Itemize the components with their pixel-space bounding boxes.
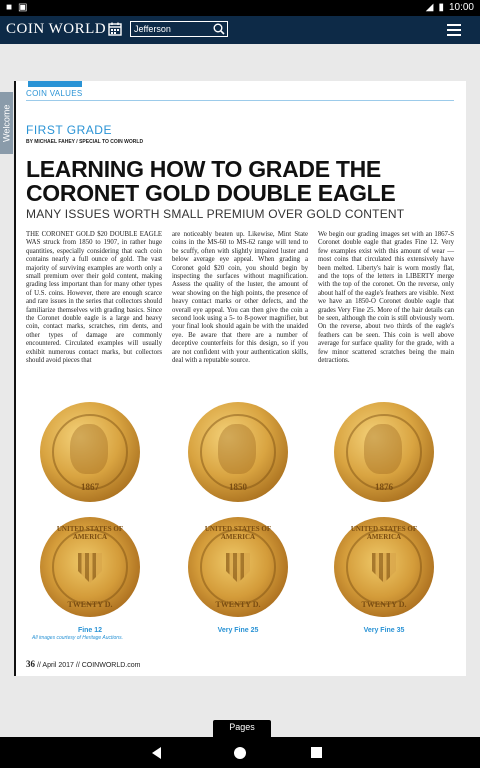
page-number: 36	[26, 659, 35, 669]
clock: 10:00	[448, 2, 474, 13]
footer-separator: //	[36, 662, 43, 669]
coin-year: 1867	[81, 482, 99, 492]
coin-reverse-1	[40, 517, 140, 617]
coin-denomination: TWENTY D.	[215, 600, 261, 609]
footer-separator: //	[75, 662, 82, 669]
byline: BY MICHAEL FAHEY / SPECIAL TO COIN WORLD	[26, 139, 144, 145]
coin-year: 1850	[229, 482, 247, 492]
navigation-bar	[0, 737, 480, 768]
coin-legend: UNITED STATES OF AMERICA	[204, 525, 272, 541]
article-column-2	[172, 231, 308, 366]
welcome-tab[interactable]: Welcome	[0, 92, 13, 154]
coin-reverse-2	[188, 517, 288, 617]
status-bar	[0, 0, 480, 16]
subhead: MANY ISSUES WORTH SMALL PREMIUM OVER GOLD CONTENT	[26, 207, 405, 221]
coin-legend: UNITED STATES OF AMERICA	[350, 525, 418, 541]
article-body	[26, 231, 454, 366]
coin-legend: UNITED STATES OF AMERICA	[56, 525, 124, 541]
page-edge	[14, 81, 16, 676]
battery-icon: ▮	[438, 2, 444, 13]
article-column-3	[318, 231, 454, 366]
hamburger-menu-icon[interactable]	[447, 24, 461, 36]
article-column-1	[26, 231, 162, 366]
system-icons	[426, 2, 474, 13]
home-icon[interactable]	[234, 747, 246, 759]
coin-reverse-3	[334, 517, 434, 617]
app-bar	[0, 16, 480, 44]
category-label: COIN VALUES	[26, 89, 83, 98]
search-icon[interactable]	[213, 23, 225, 35]
section-title: FIRST GRADE	[26, 123, 112, 137]
grade-label-2: Very Fine 25	[217, 627, 259, 634]
page-footer	[26, 659, 140, 669]
coin-obverse-1	[40, 402, 140, 502]
coin-denomination: TWENTY D.	[67, 600, 113, 609]
coin-year: 1876	[375, 482, 393, 492]
magazine-page	[14, 81, 466, 676]
grade-label-1: Fine 12	[77, 627, 103, 634]
coin-obverse-3	[334, 402, 434, 502]
pages-tab[interactable]: Pages	[213, 720, 271, 737]
category-bar	[28, 81, 82, 87]
app-logo[interactable]: COIN WORLD	[6, 21, 107, 37]
coin-denomination: TWENTY D.	[361, 600, 407, 609]
back-icon[interactable]	[152, 747, 161, 759]
headline: LEARNING HOW TO GRADE THE CORONET GOLD DOUBLE EAGLE	[26, 156, 396, 206]
column-text: are noticeably beaten up. Likewise, Mint State coins in the MS-60 to MS-62 range will tend to be scuffy, often with slightly impaired luster and below average eye appeal. When grading a Coronet gold $20 coin, you should begin by inspecting the surfaces without magnification. Assess the quality of the luster, the amount of wear showing on the high points, the presence of heavy contact marks or other defects, and the overall eye appeal. You can then give the coin a second look using a 5- to 8-power magnifier, but your final look should again be with the unaided eye. Be aware that there are a number of deceptive counterfeits for this design, so if you are not confident with your authentication skills, deal with a reputable source.	[172, 231, 308, 365]
recent-apps-icon[interactable]	[311, 747, 322, 758]
android-icon: ■	[6, 2, 13, 13]
column-text: We begin our grading images set with an 1867-S Coronet double eagle that grades Fine 12. Very few examples exist with this amount of wear — most coins that circulated this extensively have been melted. Liberty's hair is worn mostly flat, and the tops of the letters in LIBERTY merge with the top of the coronet. On the reverse, only about half of the eagle's feathers are visible. Next we have an 1850-O Coronet double eagle that grades Very Fine 25. More of the hair details can be seen, although the coin is still obviously worn. On the reverse, about two thirds of the eagle's feathers can be seen. This coin is well above average for surface quality for the grade, with a few minor scattered scratches being the main detractions.	[318, 231, 454, 365]
issue-date: April 2017	[42, 662, 74, 669]
grade-label-3: Very Fine 35	[363, 627, 405, 634]
download-icon: ▣	[18, 2, 28, 13]
column-text: THE CORONET GOLD $20 DOUBLE EAGLE WAS struck from 1850 to 1907, in rather huge quantities, especially considering that each coin contains nearly a full ounce of gold. The vast majority of surviving examples are worth only a small premium over their gold content, making grading less important than for many other types of U.S. coins. However, there are enough scarce and rare issues in the series that collectors should familiarize themselves with grading basics. Since the Coronet double eagle is a large and heavy coin, contact marks, scratches, rim dents, and other types of damage are commonly encountered. Circulated examples will usually exhibit numerous contact marks, but collectors should avoid pieces that	[26, 231, 162, 365]
image-credit: All images courtesy of Heritage Auctions.	[32, 635, 123, 641]
calendar-icon[interactable]	[108, 22, 122, 36]
coin-obverse-2	[188, 402, 288, 502]
search-input[interactable]: Jefferson	[130, 21, 228, 37]
site-name: COINWORLD.com	[81, 662, 141, 669]
category-rule	[26, 100, 454, 101]
notification-icons	[6, 2, 28, 13]
signal-icon: ◢	[425, 2, 434, 13]
